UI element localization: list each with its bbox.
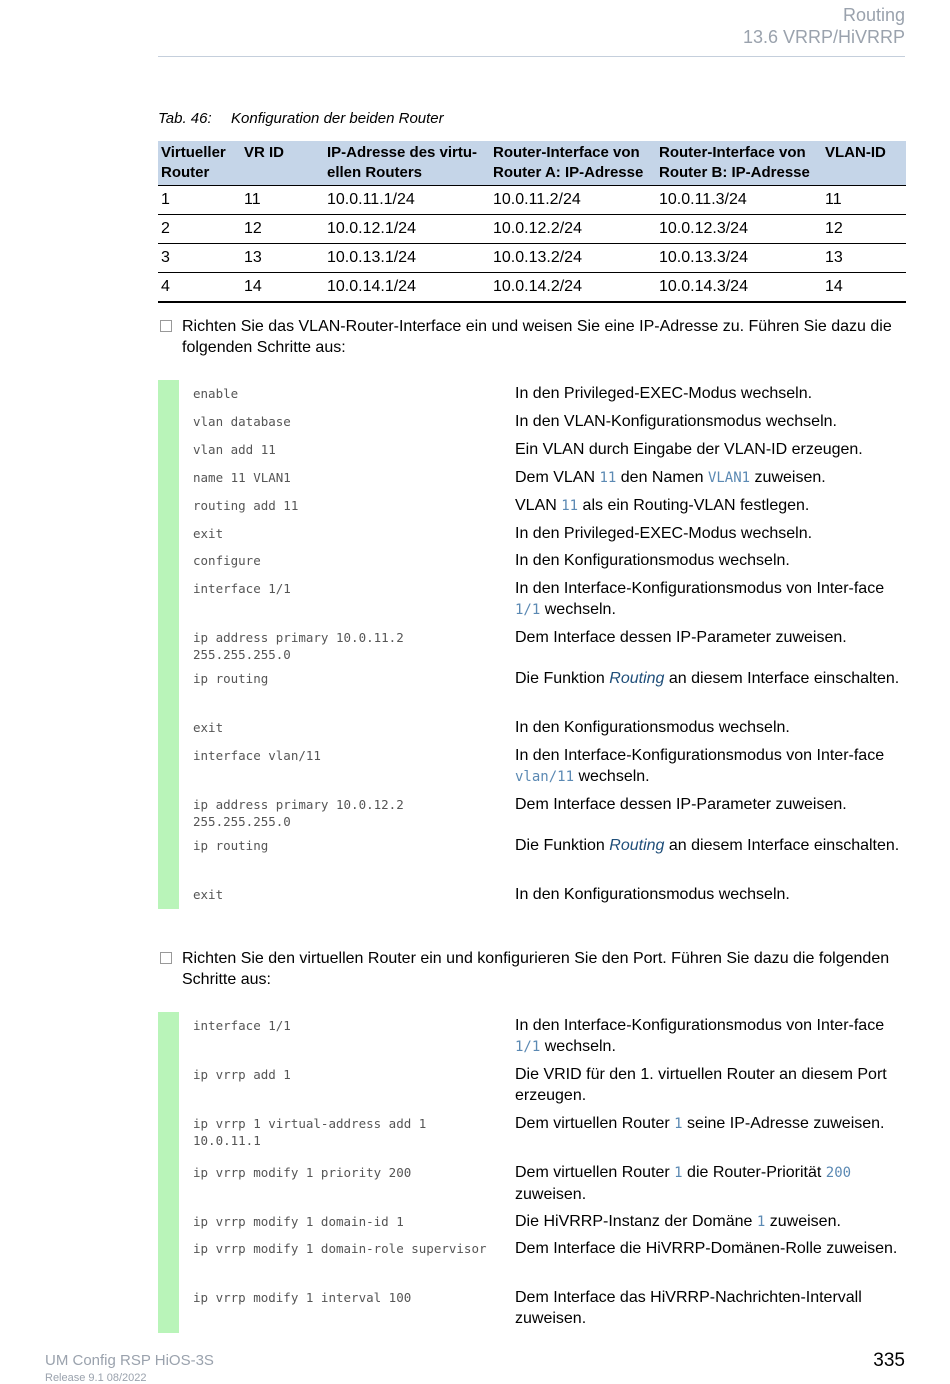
description-text: Die Funktion bbox=[515, 837, 610, 854]
command-description bbox=[515, 794, 905, 815]
inline-code: 1 bbox=[756, 1214, 766, 1230]
command-description bbox=[515, 411, 905, 432]
description-text: In den Interface-Konfigurationsmodus von Inter-face bbox=[515, 1017, 885, 1034]
header-line: Router-Interface von bbox=[659, 144, 806, 161]
description-text: Dem Interface dessen IP-Parameter zuweisen. bbox=[515, 629, 847, 646]
command-description bbox=[515, 1064, 905, 1106]
command-description bbox=[515, 550, 905, 571]
command-line: exit bbox=[193, 887, 224, 902]
description-text: In den Konfigurationsmodus wechseln. bbox=[515, 552, 790, 569]
header-line: Router B: IP-Adresse bbox=[659, 164, 810, 181]
table-cell: 13 bbox=[822, 244, 906, 273]
description-text: wechseln. bbox=[540, 601, 616, 618]
description-text: Dem Interface das HiVRRP-Nachrichten-Intervall zuweisen. bbox=[515, 1289, 862, 1327]
header-line: VR ID bbox=[244, 144, 285, 161]
table-cell: 10.0.12.3/24 bbox=[656, 215, 822, 244]
footer-release: Release 9.1 08/2022 bbox=[45, 1372, 147, 1384]
command-text bbox=[193, 1289, 513, 1306]
table-cell: 10.0.12.2/24 bbox=[490, 215, 656, 244]
command-text bbox=[193, 1115, 513, 1149]
table-cell: 13 bbox=[241, 244, 324, 273]
description-text: an diesem Interface einschalten. bbox=[664, 837, 900, 854]
command-line: ip vrrp modify 1 domain-id 1 bbox=[193, 1214, 404, 1229]
command-text bbox=[193, 1240, 513, 1257]
table-cell: 1 bbox=[158, 186, 241, 215]
table-cell: 11 bbox=[241, 186, 324, 215]
table-cell: 10.0.13.3/24 bbox=[656, 244, 822, 273]
description-text: Dem Interface dessen IP-Parameter zuweisen. bbox=[515, 796, 847, 813]
header-line: Router bbox=[161, 164, 210, 181]
table-header-cell bbox=[324, 141, 490, 186]
description-text: zuweisen. bbox=[750, 469, 826, 486]
inline-code: 1 bbox=[674, 1116, 683, 1132]
table-cell: 4 bbox=[158, 273, 241, 303]
command-description bbox=[515, 1287, 905, 1329]
command-block-1 bbox=[158, 380, 906, 909]
code-bar bbox=[158, 1012, 179, 1333]
page-number: 335 bbox=[873, 1350, 905, 1371]
command-text bbox=[193, 580, 513, 597]
table-cell: 10.0.14.2/24 bbox=[490, 273, 656, 303]
description-text: Die HiVRRP-Instanz der Domäne bbox=[515, 1213, 757, 1230]
header-line: Router A: IP-Adresse bbox=[493, 164, 644, 181]
table-cell: 10.0.11.1/24 bbox=[324, 186, 490, 215]
command-text bbox=[193, 497, 513, 514]
table-cell: 10.0.14.1/24 bbox=[324, 273, 490, 303]
description-text: In den VLAN-Konfigurationsmodus wechseln. bbox=[515, 413, 837, 430]
header-line: Virtueller bbox=[161, 144, 226, 161]
inline-code: 1/1 bbox=[515, 1039, 541, 1055]
table-cell: 10.0.13.2/24 bbox=[490, 244, 656, 273]
table-caption bbox=[158, 110, 444, 127]
table-cell: 12 bbox=[822, 215, 906, 244]
description-text: Dem virtuellen Router bbox=[515, 1115, 675, 1132]
caption-label: Tab. 46: bbox=[158, 110, 212, 127]
description-text: wechseln. bbox=[574, 768, 650, 785]
router-config-table bbox=[158, 141, 906, 303]
command-description bbox=[515, 627, 905, 648]
inline-code: 200 bbox=[825, 1165, 852, 1181]
step-1-text: Richten Sie das VLAN-Router-Interface ein und weisen Sie eine IP-Adresse zu. Führen Sie dazu die folgenden Schritte aus: bbox=[182, 318, 892, 356]
inline-code: vlan/11 bbox=[515, 769, 575, 785]
command-line: 255.255.255.0 bbox=[193, 647, 291, 662]
description-text: Dem virtuellen Router bbox=[515, 1164, 675, 1181]
description-text: die Router-Priorität bbox=[682, 1164, 826, 1181]
command-line: ip routing bbox=[193, 838, 269, 853]
step-1 bbox=[160, 316, 905, 358]
command-line: 255.255.255.0 bbox=[193, 814, 291, 829]
command-text bbox=[193, 1066, 513, 1083]
command-text bbox=[193, 413, 513, 430]
inline-code: 11 bbox=[561, 498, 579, 514]
table-header-cell bbox=[822, 141, 906, 186]
description-text: In den Privileged-EXEC-Modus wechseln. bbox=[515, 385, 813, 402]
checkbox-icon bbox=[160, 952, 172, 964]
description-text: Ein VLAN durch Eingabe der VLAN-ID erzeugen. bbox=[515, 441, 863, 458]
table-cell: 10.0.12.1/24 bbox=[324, 215, 490, 244]
description-text: zuweisen. bbox=[765, 1213, 841, 1230]
command-line: vlan database bbox=[193, 414, 291, 429]
description-text: In den Konfigurationsmodus wechseln. bbox=[515, 886, 790, 903]
command-text bbox=[193, 552, 513, 569]
description-text: In den Privileged-EXEC-Modus wechseln. bbox=[515, 525, 813, 542]
table-header-cell bbox=[656, 141, 822, 186]
table-row bbox=[158, 273, 906, 303]
description-text: seine IP-Adresse zuweisen. bbox=[682, 1115, 885, 1132]
command-description bbox=[515, 668, 905, 689]
command-description bbox=[515, 439, 905, 460]
command-line: routing add 11 bbox=[193, 498, 299, 513]
step-2-text: Richten Sie den virtuellen Router ein und konfigurieren Sie den Port. Führen Sie dazu die folgenden Schritte aus: bbox=[182, 950, 890, 988]
table-cell: 10.0.14.3/24 bbox=[656, 273, 822, 303]
command-line: ip vrrp modify 1 domain-role supervisor bbox=[193, 1241, 487, 1256]
command-text bbox=[193, 469, 513, 486]
description-text: Die Funktion bbox=[515, 670, 610, 687]
description-text: wechseln. bbox=[540, 1038, 616, 1055]
footer-doc: UM Config RSP HiOS-3S bbox=[45, 1352, 214, 1369]
command-text bbox=[193, 1164, 513, 1181]
header-chapter: Routing bbox=[842, 5, 905, 25]
table-cell: 10.0.13.1/24 bbox=[324, 244, 490, 273]
command-line: ip vrrp modify 1 interval 100 bbox=[193, 1290, 412, 1305]
description-text: zuweisen. bbox=[515, 1186, 587, 1203]
command-line: ip address primary 10.0.12.2 bbox=[193, 797, 404, 812]
command-description bbox=[515, 383, 905, 404]
description-text: Dem VLAN bbox=[515, 469, 600, 486]
inline-code: VLAN1 bbox=[707, 470, 751, 486]
description-text: VLAN bbox=[515, 497, 562, 514]
description-text: den Namen bbox=[616, 469, 708, 486]
command-line: ip vrrp 1 virtual-address add 1 bbox=[193, 1116, 427, 1131]
command-text bbox=[193, 385, 513, 402]
command-text bbox=[193, 1017, 513, 1034]
table-cell: 14 bbox=[241, 273, 324, 303]
table-row bbox=[158, 186, 906, 215]
inline-code: 1 bbox=[674, 1165, 683, 1181]
command-description bbox=[515, 523, 905, 544]
description-text: als ein Routing-VLAN festlegen. bbox=[578, 497, 810, 514]
command-text bbox=[193, 796, 513, 830]
command-line: configure bbox=[193, 553, 261, 568]
command-line: interface 1/1 bbox=[193, 1018, 291, 1033]
description-text: Die VRID für den 1. virtuellen Router an diesem Port erzeugen. bbox=[515, 1066, 887, 1104]
command-block-2 bbox=[158, 1012, 906, 1333]
command-description bbox=[515, 717, 905, 738]
table-body bbox=[158, 186, 906, 303]
command-description bbox=[515, 495, 905, 517]
table-cell: 11 bbox=[822, 186, 906, 215]
command-text bbox=[193, 441, 513, 458]
command-text bbox=[193, 837, 513, 854]
table-header-cell bbox=[241, 141, 324, 186]
command-text bbox=[193, 525, 513, 542]
table-row bbox=[158, 215, 906, 244]
header-line: IP-Adresse des virtu- bbox=[327, 144, 478, 161]
command-text bbox=[193, 1213, 513, 1230]
description-text: In den Konfigurationsmodus wechseln. bbox=[515, 719, 790, 736]
command-line: ip vrrp modify 1 priority 200 bbox=[193, 1165, 412, 1180]
header-line: ellen Routers bbox=[327, 164, 423, 181]
header-rule bbox=[158, 56, 905, 57]
command-description bbox=[515, 1015, 905, 1058]
command-text bbox=[193, 670, 513, 687]
table-cell: 14 bbox=[822, 273, 906, 303]
command-line: enable bbox=[193, 386, 239, 401]
description-text: In den Interface-Konfigurationsmodus von Inter-face bbox=[515, 747, 885, 764]
command-text bbox=[193, 747, 513, 764]
inline-emphasis: Routing bbox=[609, 837, 665, 854]
step-2 bbox=[160, 948, 905, 990]
table-cell: 10.0.11.3/24 bbox=[656, 186, 822, 215]
table-header-cell bbox=[158, 141, 241, 186]
header-line: VLAN-ID bbox=[825, 144, 886, 161]
inline-code: 11 bbox=[599, 470, 617, 486]
description-text: an diesem Interface einschalten. bbox=[664, 670, 900, 687]
command-description bbox=[515, 835, 905, 856]
inline-emphasis: Routing bbox=[609, 670, 665, 687]
command-description bbox=[515, 1113, 905, 1135]
table-header-row bbox=[158, 141, 906, 186]
description-text: Dem Interface die HiVRRP-Domänen-Rolle zuweisen. bbox=[515, 1240, 898, 1257]
command-description bbox=[515, 578, 905, 621]
table-cell: 10.0.11.2/24 bbox=[490, 186, 656, 215]
command-description bbox=[515, 1162, 905, 1205]
command-line: exit bbox=[193, 720, 224, 735]
command-line: vlan add 11 bbox=[193, 442, 276, 457]
table-header-cell bbox=[490, 141, 656, 186]
command-description bbox=[515, 884, 905, 905]
table-cell: 12 bbox=[241, 215, 324, 244]
command-line: interface vlan/11 bbox=[193, 748, 321, 763]
command-line: exit bbox=[193, 526, 224, 541]
command-description bbox=[515, 1238, 905, 1259]
code-bar bbox=[158, 380, 179, 909]
caption-title: Konfiguration der beiden Router bbox=[231, 110, 444, 127]
command-line: name 11 VLAN1 bbox=[193, 470, 291, 485]
header-line: Router-Interface von bbox=[493, 144, 640, 161]
table-cell: 2 bbox=[158, 215, 241, 244]
command-line: ip vrrp add 1 bbox=[193, 1067, 291, 1082]
command-line: 10.0.11.1 bbox=[193, 1133, 261, 1148]
table-row bbox=[158, 244, 906, 273]
description-text: In den Interface-Konfigurationsmodus von Inter-face bbox=[515, 580, 885, 597]
table-cell: 3 bbox=[158, 244, 241, 273]
checkbox-icon bbox=[160, 320, 172, 332]
command-text bbox=[193, 629, 513, 663]
command-description bbox=[515, 467, 905, 489]
command-line: ip address primary 10.0.11.2 bbox=[193, 630, 404, 645]
inline-code: 1/1 bbox=[515, 602, 541, 618]
header-section: 13.6 VRRP/HiVRRP bbox=[742, 27, 905, 47]
command-text bbox=[193, 886, 513, 903]
command-line: ip routing bbox=[193, 671, 269, 686]
command-description bbox=[515, 1211, 905, 1233]
command-line: interface 1/1 bbox=[193, 581, 291, 596]
command-text bbox=[193, 719, 513, 736]
command-description bbox=[515, 745, 905, 788]
